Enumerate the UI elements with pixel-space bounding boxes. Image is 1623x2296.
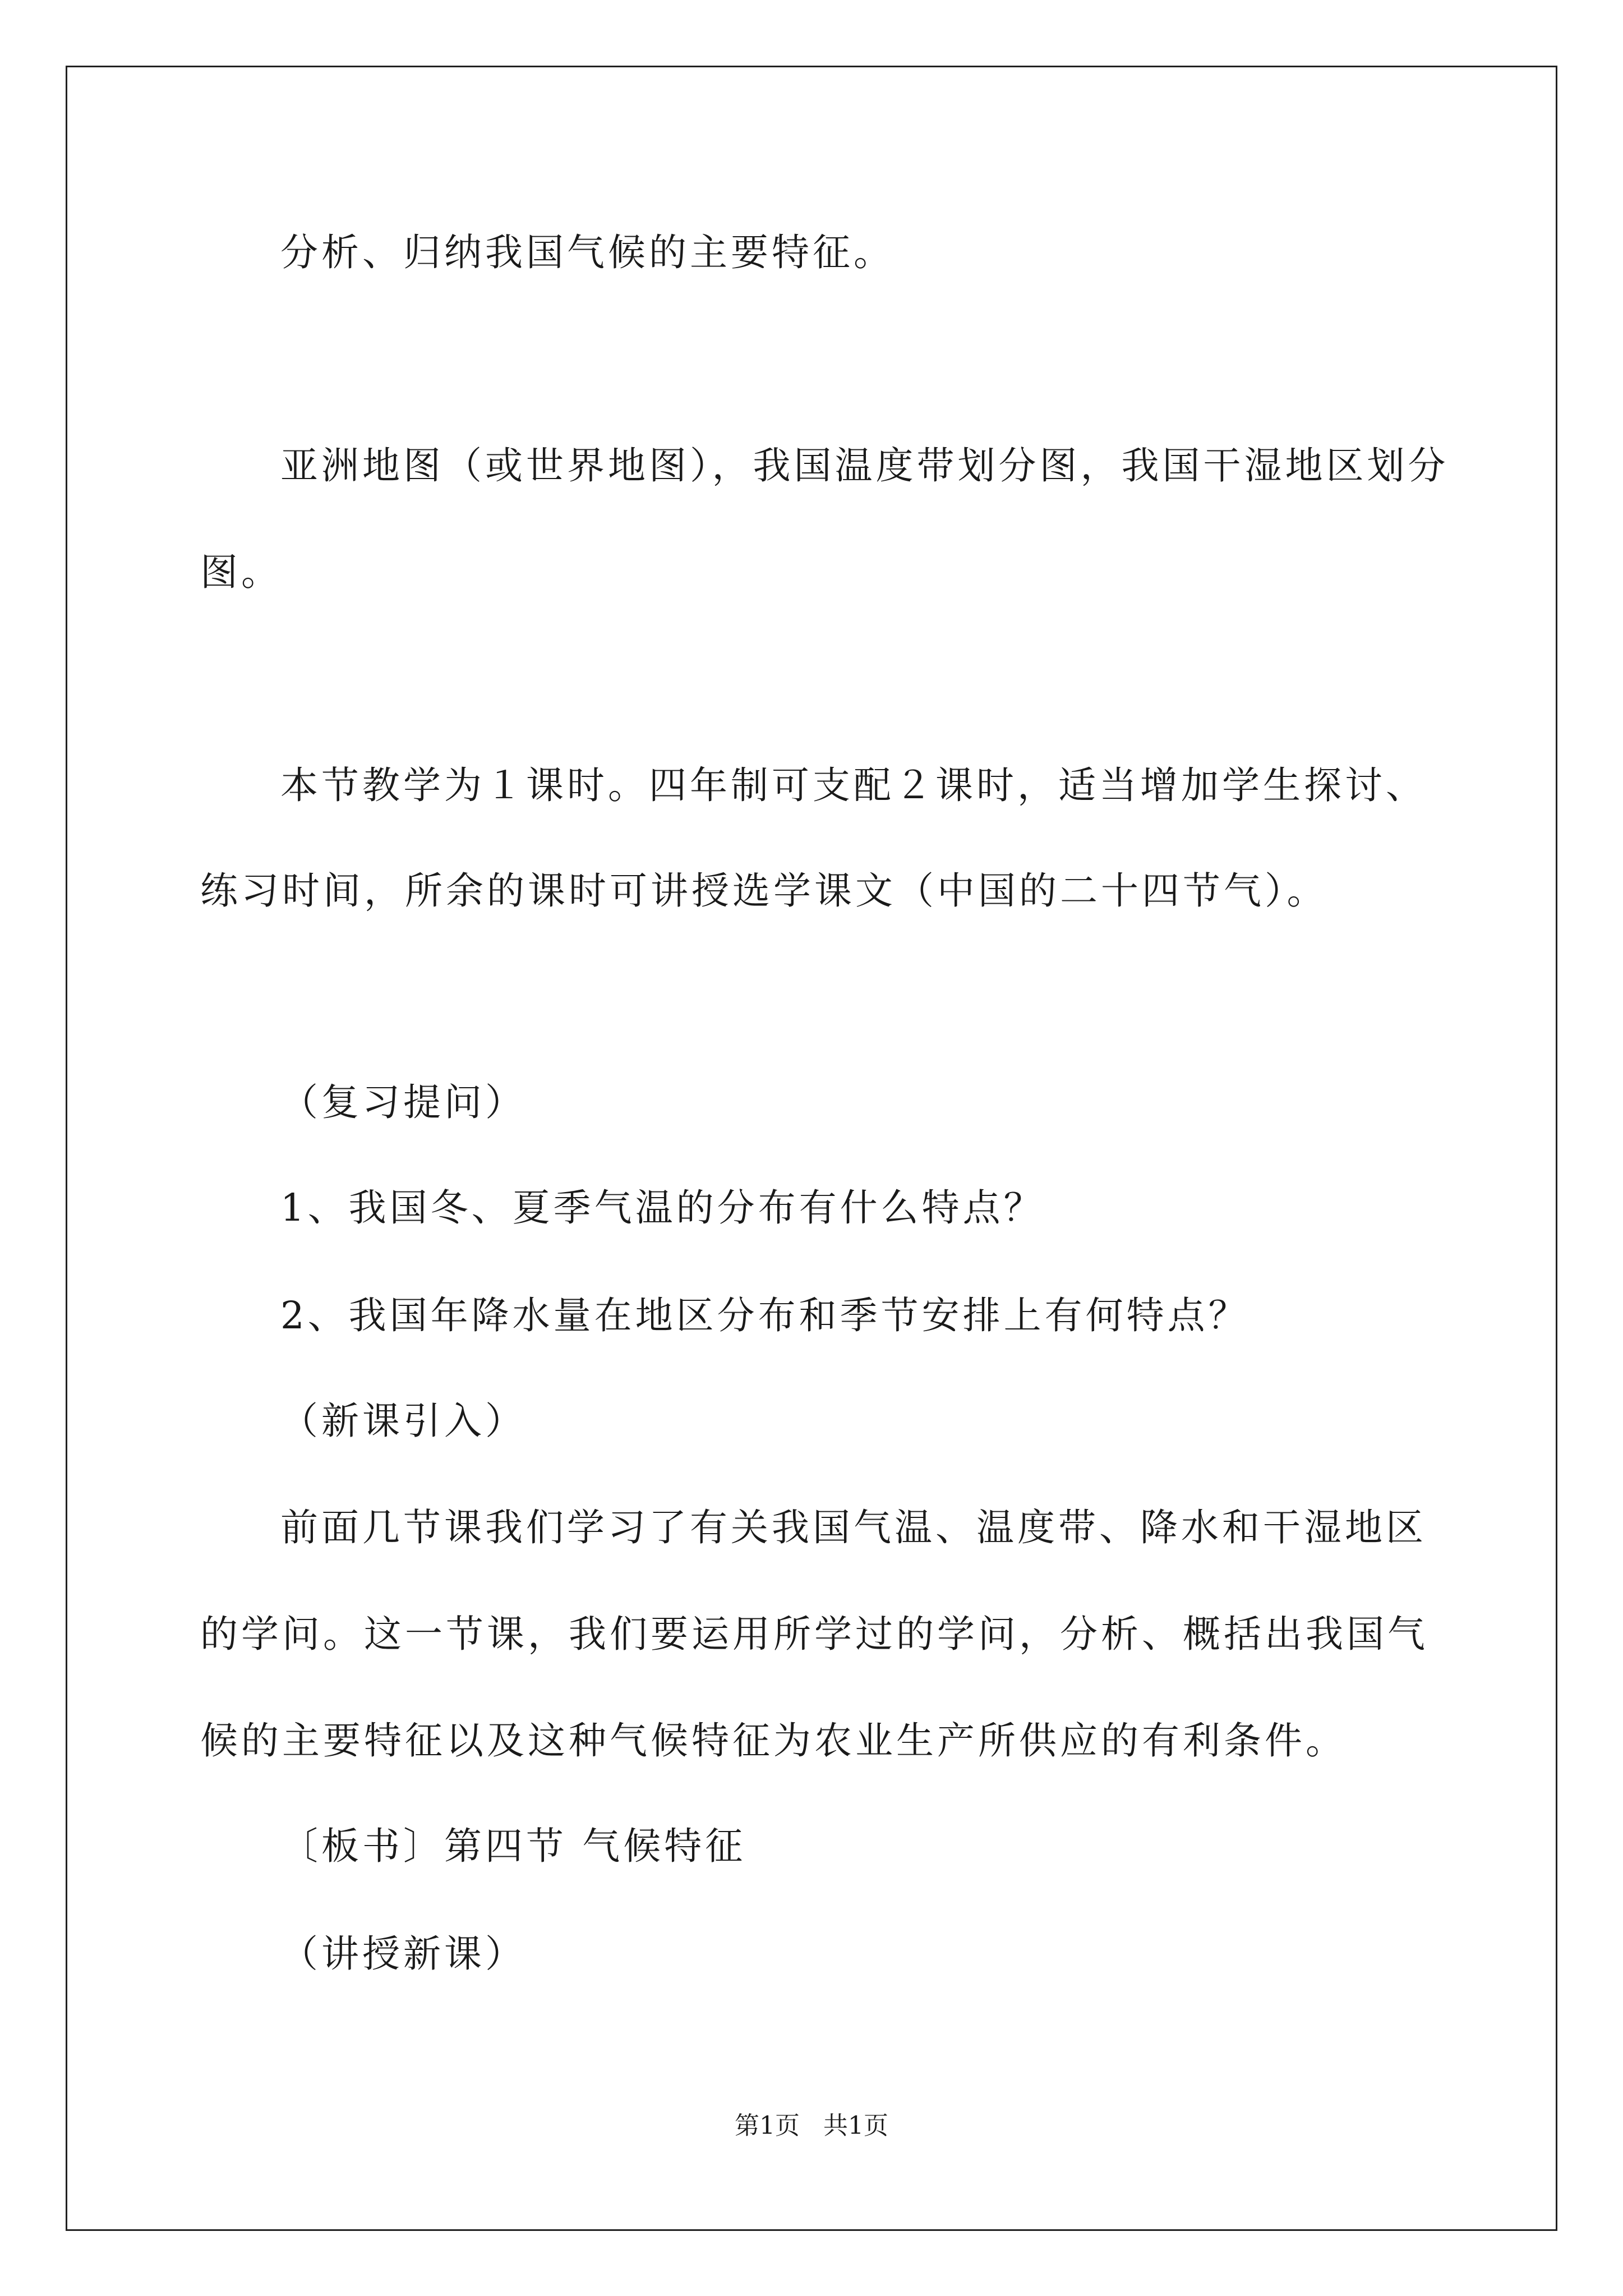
text-line-intro-heading: （新课引入） xyxy=(280,1399,526,1443)
text-line-schedule: 本节教学为１课时。四年制可支配２课时，适当增加学生探讨、 xyxy=(280,763,1427,807)
text-line-schedule-cont: 练习时间，所余的课时可讲授选学课文（中国的二十四节气）。 xyxy=(200,869,1328,913)
text-line-materials: 亚洲地图（或世界地图），我国温度带划分图，我国干湿地区划分 xyxy=(280,444,1449,487)
page-border xyxy=(66,66,1557,2231)
page-total: 共1页 xyxy=(823,2111,888,2140)
text-line-new-lesson: （讲授新课） xyxy=(280,1932,526,1976)
text-line-question-2: 2、我国年降水量在地区分布和季节安排上有何特点？ xyxy=(280,1294,1249,1337)
text-line-objective: 分析、归纳我国气候的主要特征。 xyxy=(280,231,895,274)
text-line-board: 〔板书〕第四节 气候特征 xyxy=(280,1824,746,1868)
text-line-intro-2: 的学问。这一节课，我们要运用所学过的学问，分析、概括出我国气 xyxy=(200,1612,1428,1656)
text-line-question-1: 1、我国冬、夏季气温的分布有什么特点？ xyxy=(280,1186,1045,1230)
page-footer xyxy=(0,2109,1623,2143)
text-line-review-heading: （复习提问） xyxy=(280,1080,526,1124)
text-line-intro-1: 前面几节课我们学习了有关我国气温、温度带、降水和干湿地区 xyxy=(280,1506,1427,1549)
text-line-intro-3: 候的主要特征以及这种气候特征为农业生产所供应的有利条件。 xyxy=(200,1719,1347,1763)
text-line-materials-cont: 图。 xyxy=(200,550,282,594)
page-number: 第1页 xyxy=(735,2111,800,2140)
